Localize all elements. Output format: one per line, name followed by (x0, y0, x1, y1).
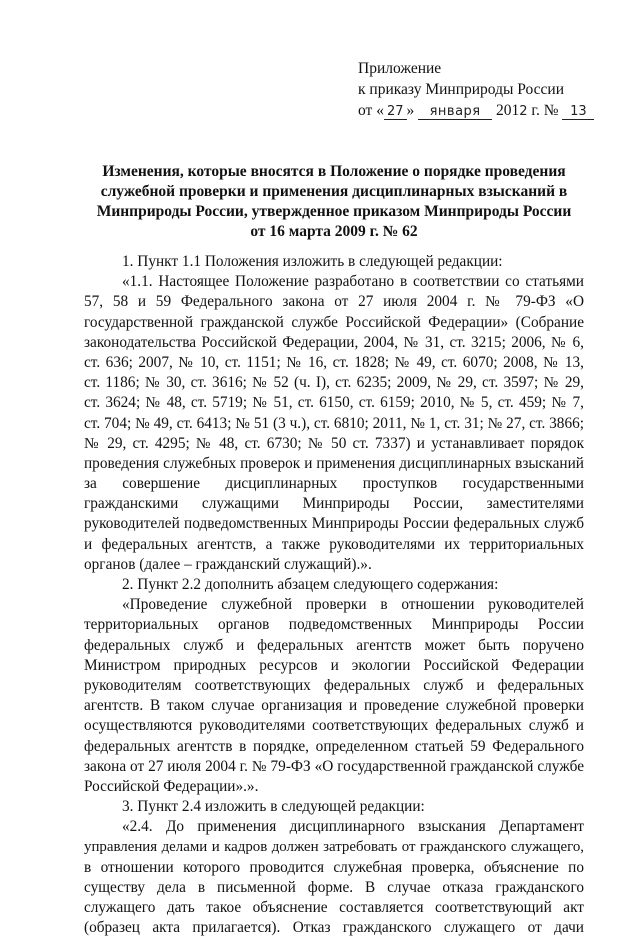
title-line: служебной проверки и применения дисциплинарных взысканий в (100, 183, 568, 200)
body-line: «Проведение служебной проверки в отношении руководителей (122, 596, 584, 614)
handwritten-year-digit: 2 (519, 104, 528, 119)
appendix-date-line (358, 100, 594, 121)
body-line: Российской Федерации».». (84, 777, 259, 795)
body-line: и федеральных агентств, а также руководителями их территориальных (84, 535, 584, 553)
appendix-label: Приложение (358, 60, 442, 77)
date-prefix: от « (358, 102, 384, 119)
body-line: осуществляются руководителями соответствующих федеральных служб и (84, 717, 584, 735)
body-line: федеральных служб и федеральных агентств может быть поручено (84, 636, 584, 654)
body-line: федеральных агентств в порядке, определенном статьей 59 Федерального (84, 737, 584, 755)
document-body (84, 252, 584, 938)
body-line: ст. 3624; № 48, ст. 5719; № 51, ст. 6150, ст. 6159; 2010, № 5, ст. 459; № 7, (84, 394, 584, 412)
title-line: Изменения, которые вносятся в Положение о порядке проведения (102, 163, 566, 180)
body-line: территориальных органов подведомственных Минприроды России (84, 616, 584, 634)
date-quote-close: » (406, 102, 415, 119)
body-line: в отношении которого проводится служебная проверка, объяснение по (84, 858, 584, 876)
body-line: «2.4. До применения дисциплинарного взыскания Департамент (122, 818, 584, 836)
body-line: ст. 636; 2007, № 10, ст. 1151; № 16, ст. 1828; № 49, ст. 6070; 2008, № 13, (84, 353, 584, 371)
body-line: законодательства Российской Федерации, 2004, № 31, ст. 3215; 2006, № 6, (84, 333, 584, 351)
body-line: управления делами и кадров должен затребовать от гражданского служащего, (84, 839, 584, 856)
body-line: Министром природных ресурсов и экологии Российской Федерации (84, 656, 584, 674)
title-line: Минприроды России, утвержденное приказом Минприроды России (96, 203, 572, 220)
body-line: служащего дать такое объяснение составляется соответствующий акт (84, 899, 584, 916)
body-line: существу дела в письменной форме. В случае отказа гражданского (84, 878, 584, 896)
body-line: (образец акта прилагается). Отказ гражданского служащего от дачи (84, 919, 584, 937)
body-line: ст. 1186; № 30, ст. 3616; № 52 (ч. I), ст. 6235; 2009, № 29, ст. 3597; № 29, (84, 374, 584, 392)
body-line: 57, 58 и 59 Федерального закона от 27 июля 2004 г. № 79-ФЗ «О (84, 293, 584, 311)
body-line: за совершение дисциплинарных проступков государственными (84, 475, 584, 493)
body-line: «1.1. Настоящее Положение разработано в соответствии со статьями (122, 273, 584, 291)
body-line: гражданскими служащими Минприроды России, заместителями (84, 495, 584, 513)
body-line: государственной гражданской службе Российской Федерации» (Собрание (84, 313, 584, 331)
body-line: ст. 704; № 49, ст. 6413; № 51 (3 ч.), ст. 6810; 2011, № 1, ст. 31; № 27, ст. 3866; (84, 414, 584, 432)
body-line: органов (далее – гражданский служащий).». (84, 555, 372, 573)
paragraph-3-heading: 3. Пункт 2.4 изложить в следующей редакции: (122, 798, 425, 816)
paragraph-2-heading: 2. Пункт 2.2 дополнить абзацем следующего содержания: (122, 576, 499, 593)
body-line: проведения служебных проверок и применения дисциплинарных взысканий (84, 454, 584, 472)
body-line: № 29, ст. 4295; № 48, ст. 6730; № 50 ст. 7337) и устанавливает порядок (84, 434, 584, 452)
year-prefix: 201 (496, 102, 520, 119)
paragraph-1-heading: 1. Пункт 1.1 Положения изложить в следующей редакции: (122, 253, 503, 270)
body-line: руководителей подведомственных Минприроды России федеральных служб (84, 515, 584, 533)
body-line: руководителям соответствующих федеральных служб и федеральных (84, 676, 584, 694)
appendix-header (358, 58, 594, 121)
title-line: от 16 марта 2009 г. № 62 (250, 223, 418, 240)
year-tail: г. № (527, 102, 559, 119)
handwritten-month: января (418, 105, 492, 120)
document-title (84, 162, 584, 242)
handwritten-day: 27 (384, 105, 407, 120)
appendix-order-ref: к приказу Минприроды России (358, 81, 565, 98)
handwritten-order-number: 13 (562, 105, 594, 120)
body-line: агентств. В таком случае организация и проведение служебной проверки (84, 697, 584, 715)
body-line: закона от 27 июля 2004 г. № 79-ФЗ «О государственной гражданской службе (84, 757, 584, 775)
